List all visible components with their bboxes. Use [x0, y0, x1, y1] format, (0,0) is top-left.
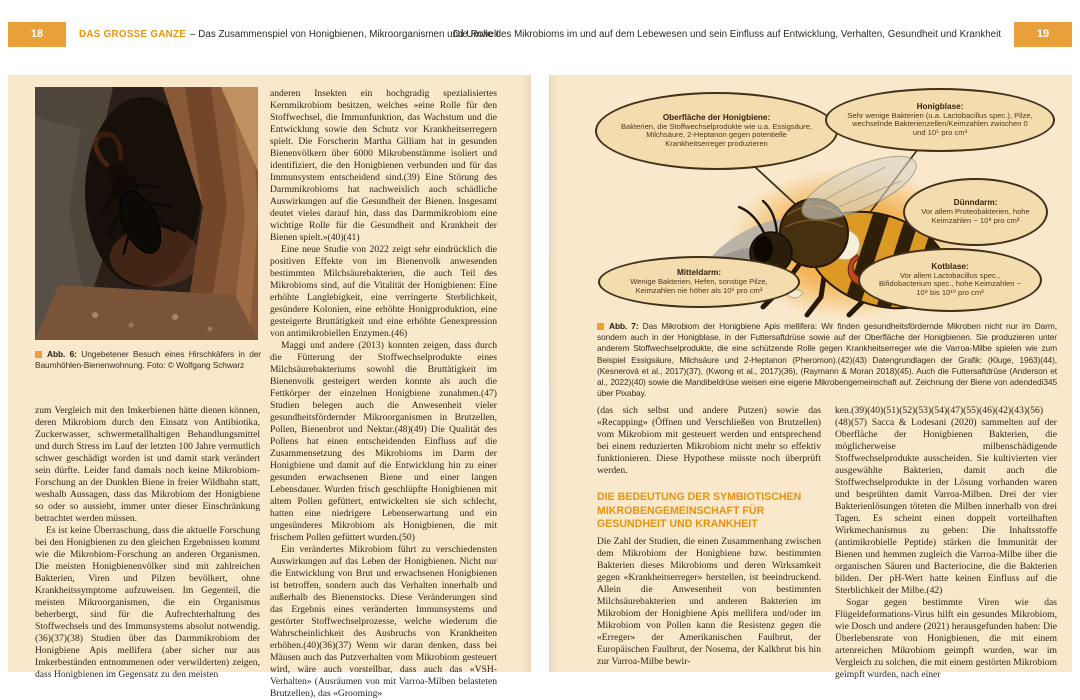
right-page-column-1 [597, 405, 821, 668]
callout-midgut [598, 256, 800, 308]
figure7-caption [597, 321, 1057, 399]
right-page-column-2 [835, 405, 1057, 681]
body-paragraph: Es ist keine Überraschung, dass die aktuelle Forschung bei den Honigbienen zu den gleichen Ergebnissen kommt wie die Mikrobiom-Forschung an anderen Organismen. Die meisten Honigbienenvölker sind mit zahlreichen Bakterien, Viren und Pilzen bevölkert, ohne Krankheitssymptome aufzuweisen. Im Gegenteil, die meisten Mikroorganismen, die ein Organismus beherbergt, sind für die Aufrechterhaltung des Stoffwechsels und des Immunsystems absolut notwendig.(36)(37)(38) Studien über das Darmmikrobiom der Honigbiene Apis mellifera (aber sicher nur aus Imkerbeständen entnommenen oder verwilderten) zeigen, dass Honigbienen im Gegensatz zu den meisten [35, 525, 260, 680]
page-19 [549, 75, 1072, 680]
page-number-left: 18 [8, 22, 66, 47]
figure7-caption-text: Das Mikrobiom der Honigbiene Apis mellifera: Wir finden gesundheitsfördernde Mikroben nicht nur im Darm, sondern auch in der Honigblase, in der Futtersaftdrüse sowie auf der Oberfläche der Honigbienen. Sie produzieren unter anderem Stoffwechselprodukte, die eine schützende Rolle gegen Krankheitserreger wie die Varroa-Milbe spielen wie zum Beispiel Essigsäure, Milchsäure und 2-Heptanon (Pheromon).(42)(43) Datengrundlagen der Grafik: (Kluge, 1963)(44), (Kesnerová et al., 2017)(37), (Kwong et al., 2017)(36), (Raymann & Moran 2018)(45). Auch die Futtersaftdrüse (Anderson et al., 2022)(40) sowie die Mandibeldrüse weisen eine eigene Mikrobengemeinschaft auf. Zeichnung der Biene von adendedi345 über Pixabay. [597, 321, 1057, 399]
running-head-left [79, 22, 499, 47]
body-paragraph: Eine neue Studie von 2022 zeigt sehr eindrücklich die positiven Effekte von im Bienenvolk anwesenden bestimmten Milchsäurebakterien, die auch Teil des Mikrobioms sind, auf die Vitalität der Honigbienen: Eine erhöhte Langlebigkeit, eine verringerte Sterblichkeit, gesündere Kolonien, eine erhöhte Honigproduktion, eine gesteigerte Bruttätigkeit und eine erhöhte Genexpression von antimikrobiellen Enzymen.(46) [270, 244, 497, 339]
figure6-caption-label: Abb. 6: [47, 349, 77, 359]
caption-square-icon [597, 323, 604, 330]
caption-square-icon [35, 351, 42, 358]
section-heading: DIE BEDEUTUNG DER SYMBIOTISCHEN MIKROBENGEMEINSCHAFT FÜR GESUNDHEIT UND KRANKHEIT [597, 491, 802, 530]
callout-title: Mitteldarm: [676, 268, 722, 278]
callout-honey-crop [825, 88, 1055, 152]
figure6-caption-text: Ungebetener Besuch eines Hirschkäfers in der Baumhöhlen-Bienenwohnung. Foto: © Wolfgang Schwarz [35, 349, 261, 371]
bee-eye [753, 236, 773, 262]
bee-microbiome-diagram [549, 75, 1072, 319]
chapter-kicker: DAS GROSSE GANZE [79, 29, 187, 40]
body-paragraph: Ein verändertes Mikrobiom führt zu verschiedensten Auswirkungen auf das Leben der Honigbienen. Nicht nur die Entwicklung von Brut und erwachsenen Honigbienen ist betroffen, sondern auch das Verhalten innerhalb und außerhalb des Bienenstocks. Diese Veränderungen sind das Ergebnis eines veränderten Immunsystems und gestörter Stoffwechselprozesse, welche wiederum die Wahrscheinlichkeit des Ausbruchs von Krankheiten erhöhen.(40)(36)(37) Wenn wir daran denken, dass bei Mäusen auch das Putzverhalten vom Mikrobiom gesteuert wird, wäre auch vorstellbar, dass auch das «VSH-Verhalten» (Ausräumen von mit Varroa-Milben belasteten Brutzellen), das «Grooming» [270, 544, 497, 699]
body-paragraph: ken.(39)(40)(51)(52)(53)(54)(47)(55)(46)(42)(43)(56)(48)(57) Sacca & Lodesani (2020) sammelten auf der Oberfläche der Honigbienen Bakterien, die möglicherweise milbenschädigende Stoffwechselprodukte ausscheiden. Sie kultivierten vier ausgewählte Bakterien, damit auch die Stoffwechselprodukte in der Lösung vorhanden waren und besprühten damit Varroa-Milben. Drei der vier Bakterienlösungen töteten die Milben innerhalb von drei Tagen. Es scheint einen doppelt vorteilhaften Wirkmechanismus zu geben: Die Inhaltsstoffe (antimikrobielle Peptide) stärken die Immunität der Bienen und hemmen zugleich die Varroa-Milbe über die organischen Säuren und Bacteriocine, die die Bakterien bilden. Der pH-Wert hatte keinen Einfluss auf die Sterblichkeit der Milbe.(42) [835, 405, 1057, 596]
callout-text: Vor allem Lactobacillus spec., Bifidobacterium spec., hohe Keimzahlen ~ 10⁸ bis 10¹⁰ pro cm³ [878, 270, 1022, 298]
figure6-caption [35, 349, 261, 371]
left-page-column-1 [35, 405, 260, 681]
body-paragraph: Sogar gegen bestimmte Viren wie das Flügeldeformations-Virus hilft ein gesundes Mikrobiom, wie Dosch und andere (2021) herausgefunden haben: Die Überlebensrate von Honigbienen, die mit einem artenreichen Mikrobiom geimpft wurden, war im Vergleich zu solchen, die mit einem gestörten Mikrobiom geimpft wurden, nach einer [835, 597, 1057, 680]
callout-text: Wenige Bakterien, Hefen, sonstige Pilze, Keimzahlen nie höher als 10⁶ pro cm³ [630, 276, 768, 295]
body-paragraph: zum Vergleich mit den Imkerbienen hätte dienen können, deren Mikrobiom durch den Einsatz von Antibiotika, Zuckerwasser, schwermetallhaltigen Behandlungsmittel und durch Stress im Lauf der letzten 100 Jahre vermutlich schwer geschädigt worden ist und damit stark verändert sein dürfte. Leider fand damals noch keine Mikrobiom-Forschung an der Dunklen Biene in freier Wildbahn statt, weshalb Aussagen, dass das Mikrobiom der Honigbiene so oder so aussieht, immer unter dieser Einschränkung betrachtet werden müssen. [35, 405, 260, 524]
callout-title: Dünndarm: [953, 198, 998, 208]
callout-small-intestine [903, 178, 1048, 246]
body-paragraph: Die Zahl der Studien, die einen Zusammenhang zwischen dem Mikrobiom der Honigbiene bzw. bestimmten Bakterien dieses Mikrobioms und deren Wirksamkeit gegen «Krankheitserreger» herstellen, ist beeindruckend. Allein die Anwesenheit von bestimmten Milchsäurebakterien und anderen Bakterien im Mikrobiom der Honigbiene Apis mellifera und/oder im Mikrobiom von Pollen kann die Resistenz gegen die «Erreger» der Amerikanischen Faulbrut, der Europäischen Faulbrut, der Nosema, der Kalkbrut bis hin zur Varroa-Milbe bewir- [597, 535, 821, 667]
chapter-title: – Das Zusammenspiel von Honigbienen, Mikroorganismen und Umwelt [190, 29, 499, 40]
callout-bee-surface [595, 92, 838, 170]
callout-title: Honigblase: [916, 102, 964, 112]
figure6-photo [35, 87, 258, 340]
figure7-caption-label: Abb. 7: [609, 321, 639, 331]
stag-beetle-photo-illustration [35, 87, 258, 340]
body-paragraph: Maggi und andere (2013) konnten zeigen, dass durch die Fütterung der Stoffwechselprodukte eines Milchsäurebakteriums sowohl die Bruttätigkeit im Bienenvolk gesteigert werden konnte als auch die Fettkörper der einzelnen Honigbiene zunahmen.(47) Studien belegen auch die Anwesenheit vieler gesundheitsfördernder Mikroorganismen in Brutzellen, Pollen, Bienenbrot und Nektar.(48)(49) Die Qualität des Pollens hat einen entscheidenden Einfluss auf die Zusammensetzung des Mikrobioms im Darm der Honigbiene und damit auf die Entwicklung hin zu einer gesunden erwachsenen Biene und einer langen Lebensdauer. Wurden frisch geschlüpfte Honigbienen mit altem Pollen gefüttert, entwickelten sie sich schlecht, hatten eine niedrigere Lebenserwartung und ein ungesünderes Mikrobiom als Honigbienen, die mit frischem Pollen gefüttert wurden.(50) [270, 340, 497, 543]
page-18 [8, 75, 531, 699]
callout-text: Bakterien, die Stoffwechselprodukte wie u.a. Essigsäure, Milchsäure, 2-Heptanon gegen potentielle Krankheitserreger produzieren [620, 121, 813, 149]
page-number-right: 19 [1014, 22, 1072, 47]
callout-title: Oberfläche der Honigbiene: [662, 113, 771, 123]
left-page-column-2 [270, 88, 497, 700]
running-head-right: Die Rolle des Mikrobioms im und auf dem Lebewesen und sein Einfluss auf Entwicklung, Verhalten, Gesundheit und Krankheit [453, 29, 1001, 40]
callout-title: Kotblase: [931, 262, 969, 272]
body-paragraph: anderen Insekten ein hochgradig spezialisiertes Kernmikrobiom besitzen, welches «eine Rolle für den Stoffwechsel, die Immunfunktion, das Wachstum und die Entwicklung sowie den Schutz vor Krankheitserregern spielt. Die Forscherin Martha Gilliam hat in gesunden Bienenvölkern über 6000 Mikrobenstämme isoliert und identifiziert, die den Honigbienen verbunden und für das Immunsystem entscheidend sind.(39) Eine Störung des Darmmikrobioms hat nachweislich auch schädliche Auswirkungen auf die Gesundheit der Bienen. Insgesamt deutet vieles darauf hin, dass das Darmmikrobiom eine wichtige Rolle für die Gesundheit und Krankheit der Bienen spielt.»(40)(41) [270, 88, 497, 243]
callout-text: Sehr wenige Bakterien (u.a. Lactobacillus spec.), Pilze, wechselnde Bakterienzellen/Keimzahlen zwischen 0 und 10⁵ pro cm³ [847, 110, 1033, 138]
callout-rectum [858, 248, 1042, 312]
body-paragraph: (das sich selbst und andere Putzen) sowie das «Recapping» (Öffnen und Verschließen von Brutzellen) vom Mikrobiom mit gesteuert werden und entsprechend bei einem reduzierten Mikrobiom nicht mehr so effektiv funktionieren. Diese Hypothese müsste noch überprüft werden. [597, 405, 821, 476]
callout-text: Vor allem Proteobakterien, hohe Keimzahlen ~ 10⁸ pro cm³ [921, 206, 1030, 225]
